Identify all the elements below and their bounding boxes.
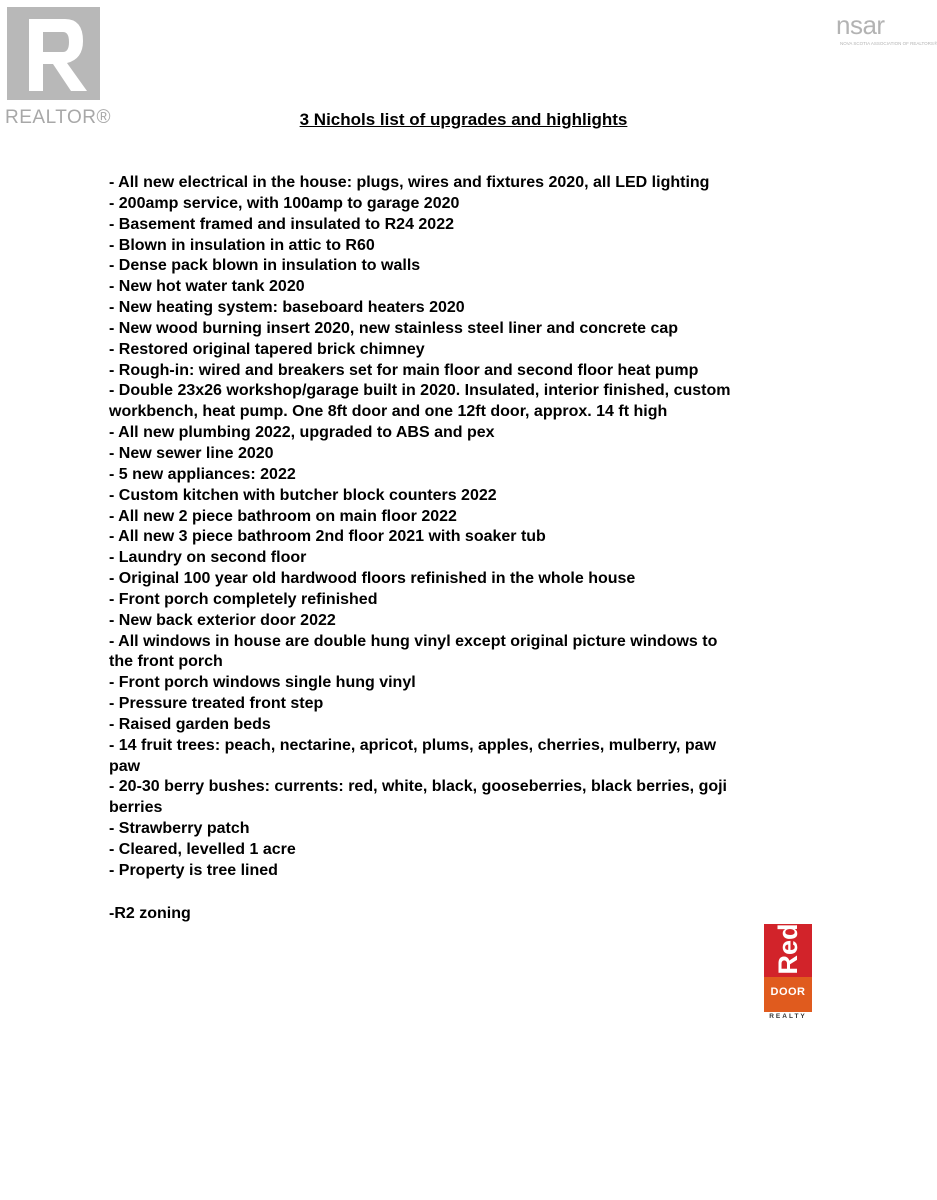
zoning-note: -R2 zoning	[109, 905, 191, 922]
red-door-realty-logo	[762, 922, 816, 1026]
realtor-wordmark: REALTOR®	[5, 107, 111, 128]
list-item: berries	[109, 799, 163, 817]
red-door-word-door: DOOR	[770, 986, 806, 998]
list-item: - Original 100 year old hardwood floors refinished in the whole house	[109, 570, 636, 588]
nsar-logo	[836, 10, 937, 54]
red-door-door-panel	[764, 977, 812, 1012]
list-item: - All new plumbing 2022, upgraded to ABS and pex	[109, 424, 495, 442]
list-item: - Pressure treated front step	[109, 695, 324, 713]
list-item: - All windows in house are double hung vinyl except original picture windows to	[109, 632, 718, 650]
list-item: - Rough-in: wired and breakers set for main floor and second floor heat pump	[109, 361, 699, 379]
list-item: - New sewer line 2020	[109, 444, 274, 462]
realtor-r-icon	[7, 7, 100, 100]
list-item: - 200amp service, with 100amp to garage 2020	[109, 194, 460, 212]
list-item: - New hot water tank 2020	[109, 278, 305, 296]
red-door-word-red: Red	[773, 923, 803, 975]
nsar-subtitle: NOVA SCOTIA ASSOCIATION OF REALTORS®	[840, 41, 937, 46]
list-item: - Strawberry patch	[109, 820, 250, 838]
list-item: - Custom kitchen with butcher block counters 2022	[109, 486, 497, 504]
list-item: - Property is tree lined	[109, 861, 278, 879]
list-item: - Dense pack blown in insulation to walls	[109, 257, 421, 275]
list-item: - New heating system: baseboard heaters 2020	[109, 299, 465, 317]
document-title: 3 Nichols list of upgrades and highlights	[299, 110, 628, 129]
nsar-wordmark: nsar	[836, 10, 885, 40]
list-item: - Restored original tapered brick chimney	[109, 340, 425, 358]
list-item: - All new 3 piece bathroom 2nd floor 2021 with soaker tub	[109, 528, 546, 546]
list-item: - 14 fruit trees: peach, nectarine, apricot, plums, apples, cherries, mulberry, paw	[109, 736, 717, 754]
upgrades-list	[109, 173, 821, 882]
list-item: - 5 new appliances: 2022	[109, 465, 296, 483]
list-item: - Raised garden beds	[109, 715, 271, 733]
list-item: - Blown in insulation in attic to R60	[109, 236, 375, 254]
list-item: - Double 23x26 workshop/garage built in 2020. Insulated, interior finished, custom	[109, 382, 731, 400]
list-item: - Front porch completely refinished	[109, 590, 378, 608]
red-door-word-realty: REALTY	[769, 1013, 807, 1020]
list-item: - New wood burning insert 2020, new stainless steel liner and concrete cap	[109, 319, 679, 337]
list-item: workbench, heat pump. One 8ft door and one 12ft door, approx. 14 ft high	[109, 403, 668, 421]
list-item: - Cleared, levelled 1 acre	[109, 841, 296, 858]
list-item: - All new electrical in the house: plugs, wires and fixtures 2020, all LED lighting	[109, 174, 710, 191]
list-item: the front porch	[109, 653, 223, 671]
list-item: - Basement framed and insulated to R24 2022	[109, 215, 454, 233]
list-item: - All new 2 piece bathroom on main floor 2022	[109, 507, 457, 525]
list-item: - Laundry on second floor	[109, 549, 307, 567]
list-item: - 20-30 berry bushes: currents: red, white, black, gooseberries, black berries, goji	[109, 778, 727, 796]
list-item: - New back exterior door 2022	[109, 611, 336, 629]
list-item: paw	[109, 757, 141, 775]
list-item: - Front porch windows single hung vinyl	[109, 674, 416, 692]
